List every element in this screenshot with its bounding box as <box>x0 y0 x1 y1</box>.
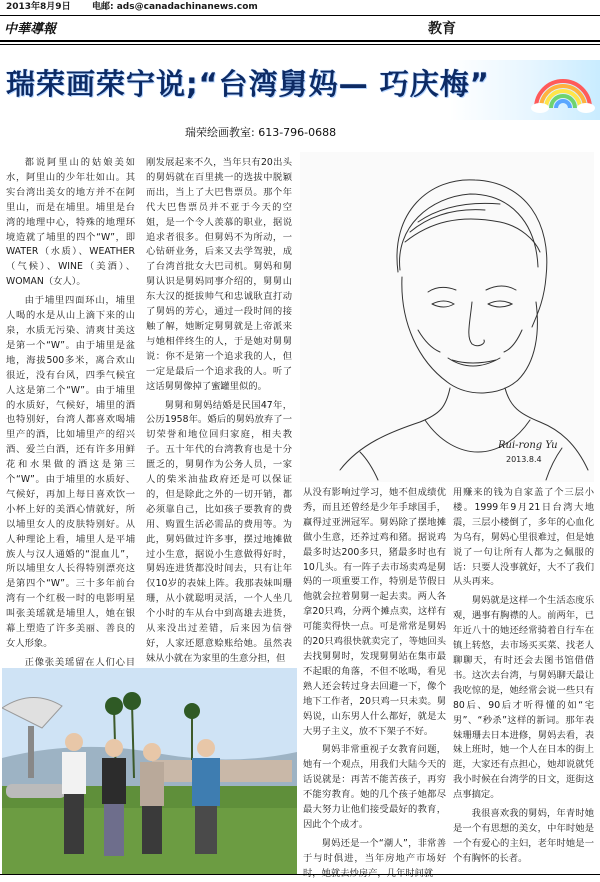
paragraph: 都说阿里山的姑娘美如水，阿里山的少年壮如山。其实台湾出美女的地方并不在阿里山，而是在埔里。埔里是台湾的地理中心，特殊的地理环境造就了埔里的四个“W”，即WATER（水质）、WEATHER（气候）、WINE（美酒）、WOMAN（女人）。 <box>6 157 135 288</box>
page-header <box>0 0 600 14</box>
paragraph: 由于埔里四面环山，埔里人喝的水是从山上滴下来的山泉，水质无污染、清爽甘美这是第一个“W”。由于埔里是盆地，海拔500多米，离合欢山很近，没有台风，四季气候宜人这是第二个“W”。由于埔里的水质好，气候好，埔里的酒也特别好，台湾人都喜欢喝埔里产的酒，比如埔里产的绍兴酒、爱兰白酒，还有许多用鲜花和水果做的酒这是第三个“W”。由于埔里的水质好、气候好，再加上每日喜欢饮一小杯上好的美酒心情就好，所以埔里女人的皮肤特别好。从人种理论上看，埔里人是平埔族人与汉人通婚的“混血儿”，所以埔里女人长得特别漂亮这是第四个“W”。三十多年前台湾有一个红极一时的电影明星叫张美瑶就是埔里人，她在银幕上塑造了许多美丽、善良的女人形象。 <box>6 295 135 649</box>
paragraph: 舅妈就是这样一个生活态度乐观，遇事有胸襟的人。前两年，已年近八十的她还经常骑着自行车在镇上转悠，去市场买买菜、找老人聊聊天，有时还会去图书馆借借书。这次去台湾，与舅妈聊天最让我吃惊的是，她经常会说一些只有80后、90后才听得懂的如“宅男”、“秒杀”这样的新词。那年表妹珊珊去日本进修，舅妈去看，表妹上班时，她一个人在日本的街上逛，大家还有点担心，她却说就凭我小时候在台湾学的日文，逛街这点事搞定。 <box>453 595 594 801</box>
paragraph: 用赚来的钱为自家盖了个三层小楼。1999年9月21日台湾大地震，三层小楼倒了，多年的心血化为乌有，舅妈心里很难过，但是她说了一句让所有人都为之佩服的话：只要人没事就好，大不了我们从头再来。 <box>453 487 594 588</box>
rainbow-icon <box>530 62 596 114</box>
portrait-signature: Rui-rong Yu <box>498 440 558 451</box>
paragraph: 舅妈还是一个“潮人”，非常善于与时俱进，当年房地产市场好 <box>303 837 446 864</box>
portrait-date: 2013.8.4 <box>506 455 542 464</box>
footer-rule <box>0 874 600 875</box>
paragraph: 我很喜欢我的舅妈，年青时她是一个有思想的美女，中年时她是一个有爱心的主妇，老年时她是一个有胸怀的长者。 <box>453 808 594 864</box>
header-rule-top <box>0 15 600 16</box>
portrait-drawing <box>300 152 594 482</box>
paragraph: 舅舅和舅妈结婚是民国47年，公历1958年。婚后的舅妈放弃了一切荣誉和地位回归家庭，相夫教子。五十年代的台湾教育也是十分匮乏的，舅舅作为公务人员，一家人的柴米油盐政府还是可以保证的，但是除此之外的一切开销，都必须靠自己，比如孩子要教育的费用、购置生活必需品的费用等。为此，舅妈做过许多事，摆过地摊做过小生意，据说小生意做得好时，舅妈连进货都没时间去，只有让年仅10岁的表妹上阵。我那表妹叫珊珊，从小就聪明灵活，一个人坐几个小时的车从台中到高雄去进货，从来没出过差错，后来因为信誉好，人家还愿意赊账给她。虽然表妹从小就在为家里的生意分担，但 <box>146 399 292 664</box>
issue-date: 2013年8月9日 <box>6 2 71 12</box>
article-column-3 <box>303 486 446 882</box>
contact-email[interactable]: 电邮: ads@canadachinanews.com <box>92 2 258 12</box>
paragraph: 从没有影响过学习，她不但成绩优秀，而且还曾经是少年手球国手，赢得过亚洲冠军。舅妈除了摆地摊做小生意，还养过鸡和猪。据说鸡最多时达200多只，猪最多时也有10几头。有一阵子去市场卖鸡是舅妈的一项重要工作，特别是节假日他就会拉着舅舅一起去卖。两人各拿20只鸡，分两个摊点卖，这样有可能卖得快一点。可是常常是舅妈的20只鸡很快就卖完了，等她回头去找舅舅时，发现舅舅站在集市最不起眼的角落，不但不吆喝，看见熟人还会转过身去回避一下，像个地下工作者，20只鸡一只未卖。舅妈说，山东男人什么都好，就是太大男子主义，放不下架子不好。 <box>303 487 446 737</box>
article-column-4 <box>453 486 594 867</box>
section-title: 教育 <box>428 21 456 37</box>
paragraph: 刚发展起来不久，当年只有20出头的舅妈就在百里挑一的选拔中脱颖而出，当上了大巴售票员。那个年代大巴售票员并不亚于今天的空姐，是一个令人羡慕的职业，据说追求者很多。但舅妈不为所动，一心钻研业务，后来又去学驾驶，成了台湾首批女大巴司机。舅妈和舅舅认识是舅妈同事介绍的，舅舅山东大汉的挺拔帅气和忠诚耿直打动了舅妈的芳心，通过一段时间的接触了解，她断定舅舅就是上帝派来与她相伴终生的人，于是她对舅舅说：你不是第一个追求我的人，但一定是最后一个追求我的人。听了这话舅舅像掉了蜜罐里似的。 <box>146 157 292 392</box>
article-column-2 <box>146 156 292 667</box>
portrait-sketch <box>300 152 594 482</box>
group-photo <box>2 668 297 874</box>
newspaper-logo: 中華導報 <box>4 22 57 37</box>
paragraph: 正像张美瑶留在人们心目 <box>24 656 135 668</box>
article-title: 瑞荣画荣宁说;“台湾舅妈— 巧庆梅” <box>6 67 490 101</box>
header-rule-thin <box>0 44 600 45</box>
header-rule-thick <box>0 40 600 42</box>
paragraph: 舅妈非常重视子女教育问题，她有一个观点，用我们大陆今天的话说就是：再苦不能苦孩子，再穷不能穷教育。她的几个孩子她都尽最大努力让他们接受最好的教育，因此个个成才。 <box>303 744 446 830</box>
studio-contact: 瑞荣绘画教室: 613-796-0688 <box>185 126 337 139</box>
